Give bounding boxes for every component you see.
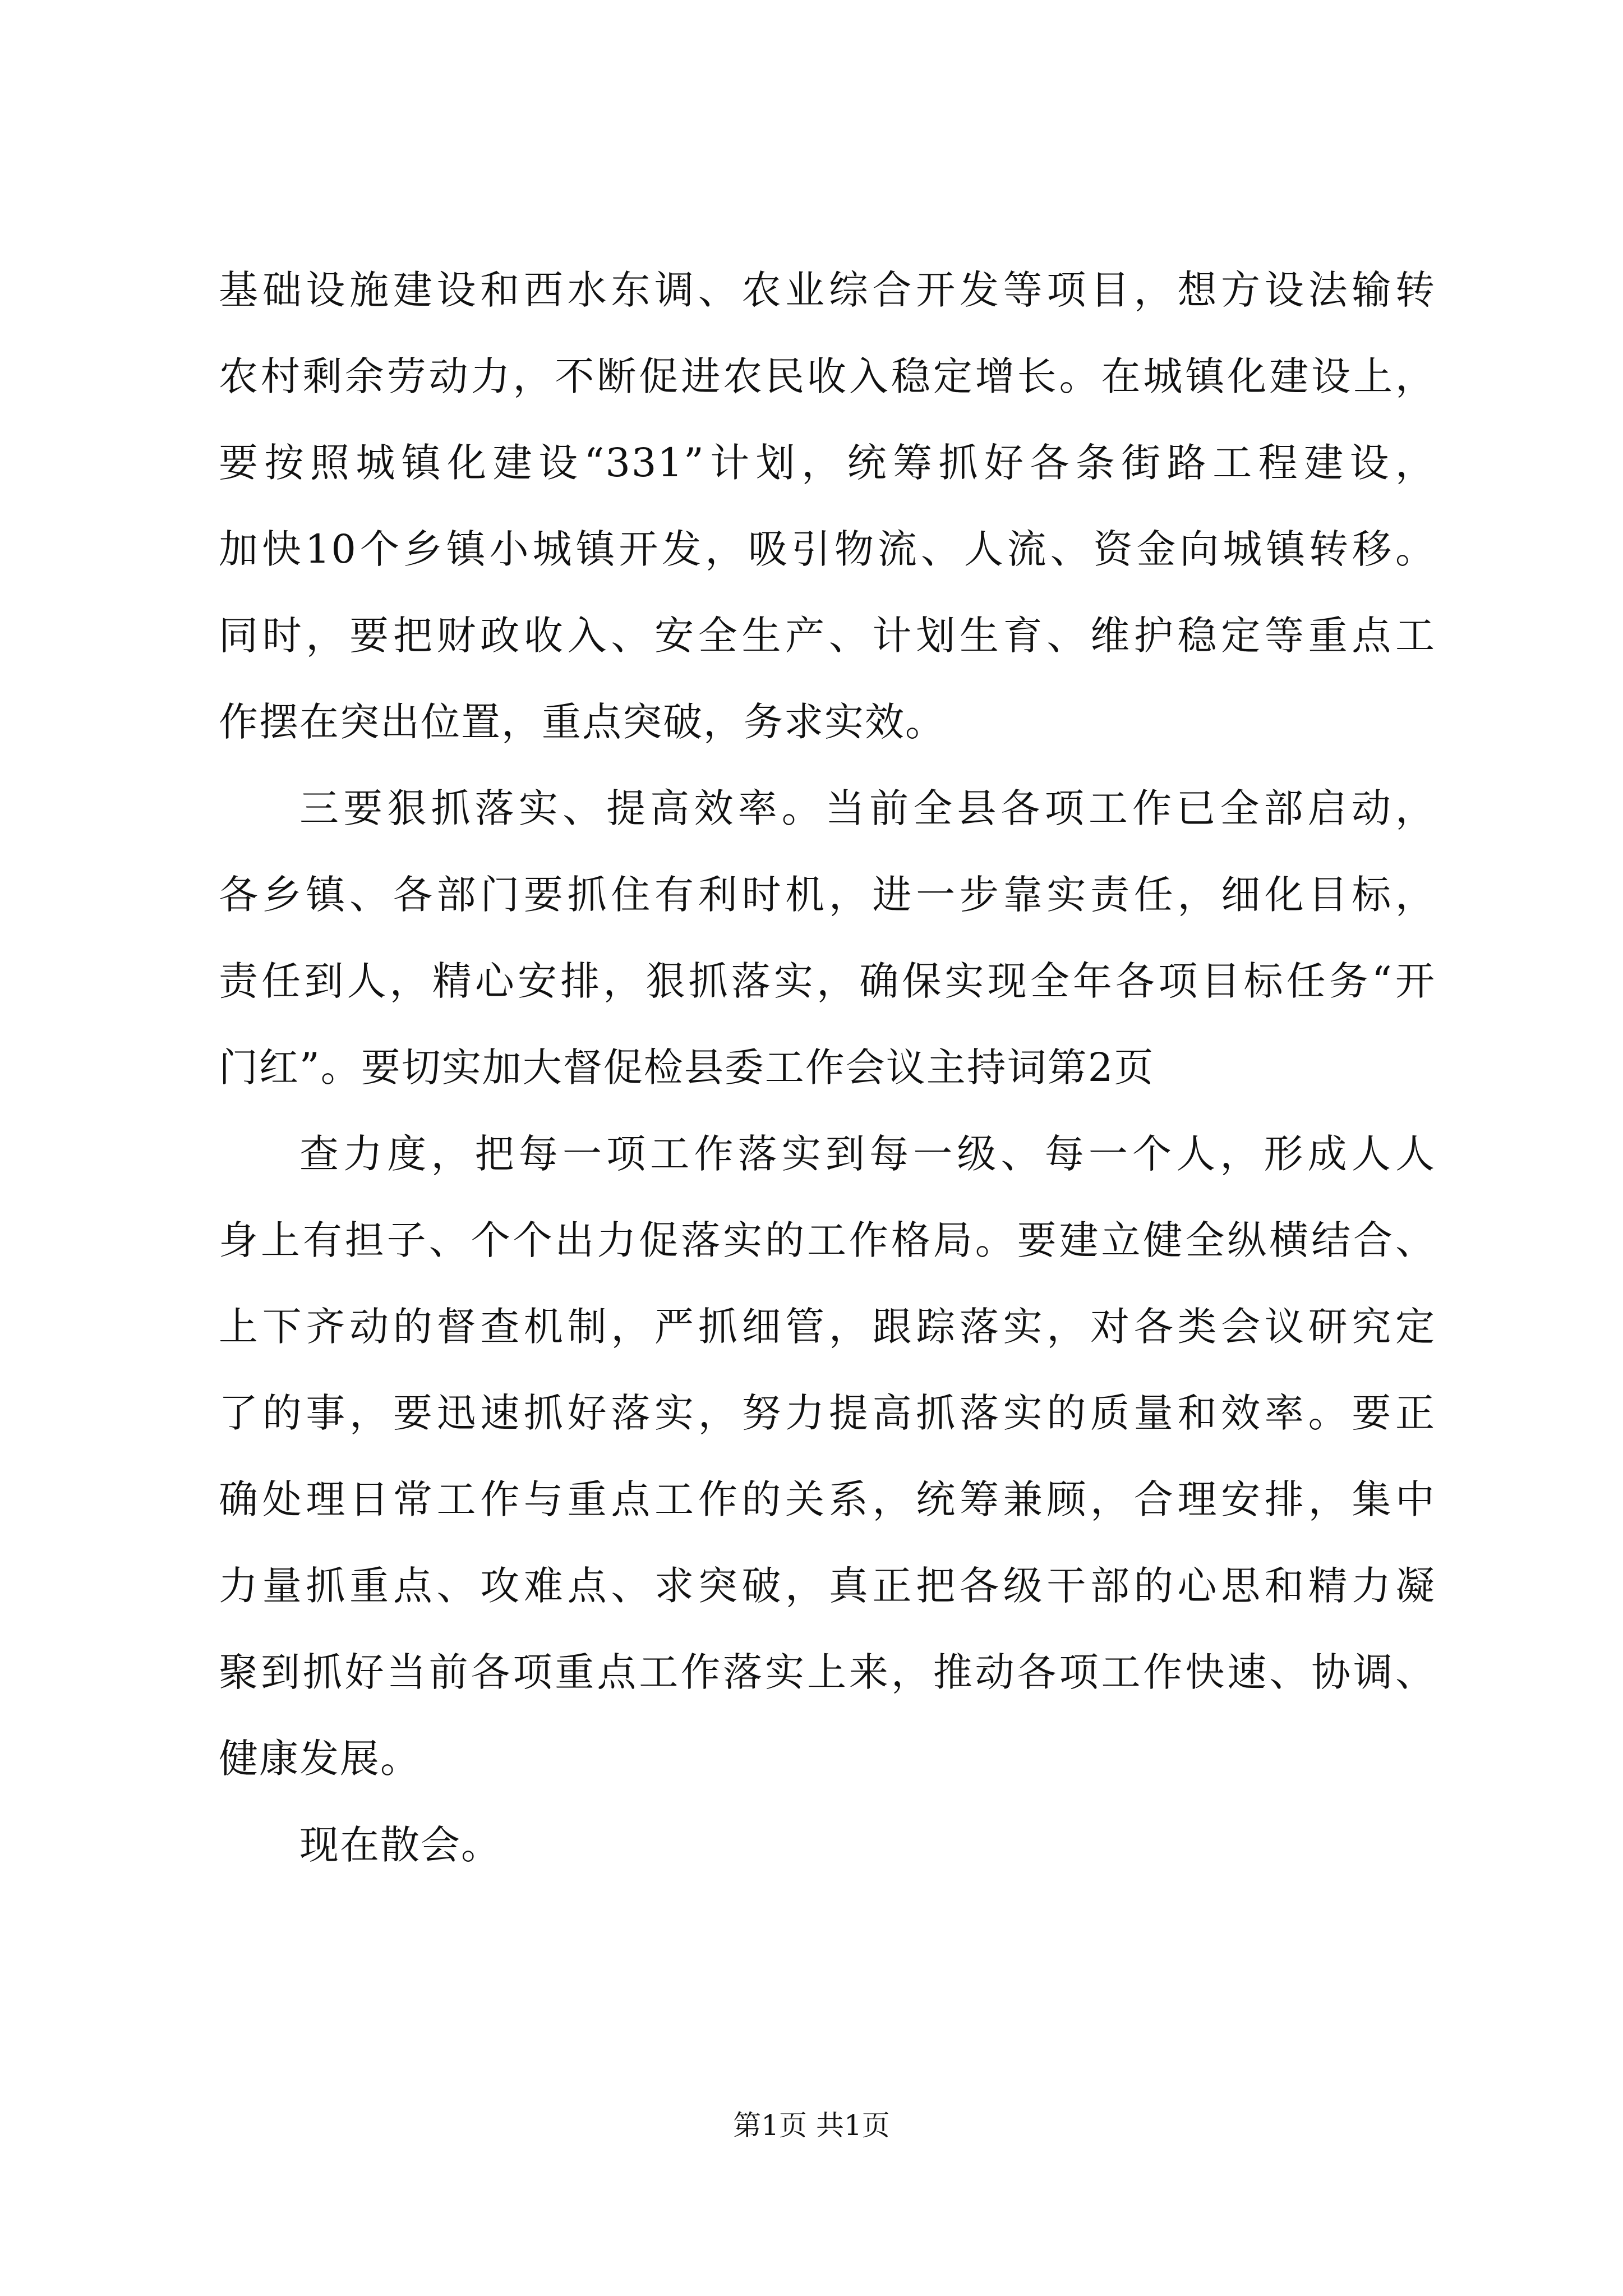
page-footer: 第1页 共1页 — [733, 2109, 890, 2142]
text-line: 上下齐动的督查机制，严抓细管，跟踪落实，对各类会议研究定 — [219, 1304, 1436, 1350]
text-line: 现在散会。 — [299, 1822, 501, 1868]
text-line: 门红”。要切实加大督促检县委工作会议主持词第2页 — [219, 1045, 1155, 1091]
paragraph-4 — [219, 1802, 1436, 1888]
text-line: 农村剩余劳动力，不断促进农民收入稳定增长。在城镇化建设上， — [219, 353, 1436, 399]
text-line: 各乡镇、各部门要抓住有利时机，进一步靠实责任，细化目标， — [219, 872, 1436, 918]
text-line: 力量抓重点、攻难点、求突破，真正把各级干部的心思和精力凝 — [219, 1563, 1436, 1609]
text-line: 加快10个乡镇小城镇开发，吸引物流、人流、资金向城镇转移。 — [219, 526, 1436, 572]
text-line: 聚到抓好当前各项重点工作落实上来，推动各项工作快速、协调、 — [219, 1649, 1436, 1695]
text-line: 查力度，把每一项工作落实到每一级、每一个人，形成人人 — [299, 1131, 1436, 1177]
text-line: 要按照城镇化建设“331”计划，统筹抓好各条街路工程建设， — [219, 440, 1436, 486]
text-line: 确处理日常工作与重点工作的关系，统筹兼顾，合理安排，集中 — [219, 1476, 1436, 1522]
text-line: 健康发展。 — [219, 1736, 421, 1782]
paragraph-1 — [219, 247, 1436, 765]
text-line: 同时，要把财政收入、安全生产、计划生育、维护稳定等重点工 — [219, 613, 1436, 659]
text-line: 基础设施建设和西水东调、农业综合开发等项目，想方设法输转 — [219, 267, 1436, 313]
text-line: 身上有担子、个个出力促落实的工作格局。要建立健全纵横结合、 — [219, 1217, 1436, 1263]
text-line: 三要狠抓落实、提高效率。当前全县各项工作已全部启动， — [299, 785, 1436, 831]
text-line: 责任到人，精心安排，狠抓落实，确保实现全年各项目标任务“开 — [219, 958, 1436, 1004]
text-line: 作摆在突出位置，重点突破，务求实效。 — [219, 699, 946, 745]
paragraph-3 — [219, 1111, 1436, 1802]
document-body — [219, 247, 1436, 1888]
paragraph-2 — [219, 765, 1436, 1111]
text-line: 了的事，要迅速抓好落实，努力提高抓落实的质量和效率。要正 — [219, 1390, 1436, 1436]
